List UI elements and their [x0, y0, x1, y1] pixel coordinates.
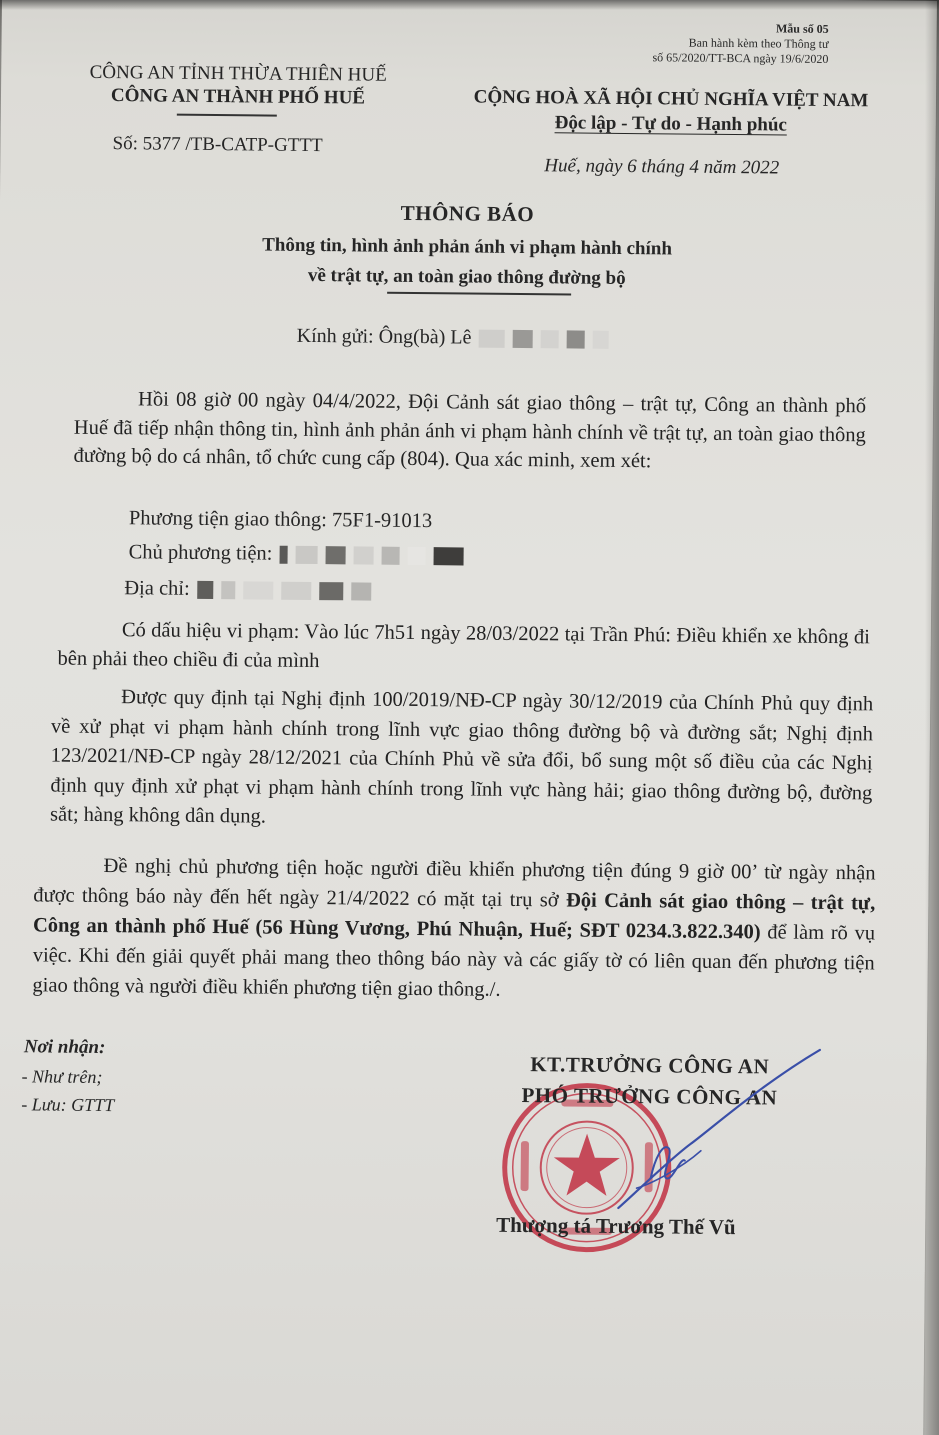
signer-name: Thượng tá Trương Thế Vũ [496, 1212, 736, 1240]
greeting-line [297, 325, 617, 351]
document-number: Số: 5377 /TB-CATP-GTTT [112, 133, 323, 157]
org-line2: CÔNG AN THÀNH PHỐ HUẾ [110, 85, 366, 109]
address-label: Địa chỉ: [124, 577, 190, 600]
recipient-item: - Lưu: GTTT [21, 1094, 115, 1116]
redacted-address [197, 581, 379, 601]
nation-title: CỘNG HOÀ XÃ HỘI CHỦ NGHĨA VIỆT NAM [473, 86, 869, 112]
photo-top-shadow [0, 0, 939, 10]
request-text-part1: Đề nghị chủ phương tiện hoặc người điều khiển phương tiện đúng 9 giờ 00’ từ ngày nhận được thông báo này đến hết ngày 21/4/2022 có mặt tại trụ sở [33, 855, 876, 912]
document-subtitle [0, 228, 935, 297]
recipient-item: - Như trên; [21, 1066, 103, 1088]
org-underline-divider [177, 114, 277, 116]
request-location-bold: Đội Cảnh sát giao thông – trật tự, Công an thành phố Huế (56 Hùng Vương, Phú Nhuận, Huế; SĐT 0234.3.822.340) [32, 889, 876, 944]
address-field [124, 577, 379, 602]
request-text-part2: để làm rõ vụ việc. Khi đến giải quyết phải mang theo thông báo này và các giấy tờ có liên quan đến phương tiện giao thông và người điều khiển phương tiện giao thông./. [32, 921, 876, 1001]
paragraph-legal-basis: Được quy định tại Nghị định 100/2019/NĐ-CP ngày 30/12/2019 của Chính Phủ quy định về xử phạt vi phạm hành chính trong lĩnh vực giao thông đường bộ và đường sắt; Nghị định 123/2021/NĐ-CP ngày 28/12/2021 của Chính Phủ về sửa đổi, bổ sung một số điều của các Nghị định quy định xử phạt vi phạm hành chính trong lĩnh vực hàng hải; giao thông đường bộ, đường sắt; hàng không dân dụng. [50, 686, 874, 828]
vehicle-field: Phương tiện giao thông: 75F1-91013 [128, 507, 433, 533]
photo-edge-shadow [925, 0, 939, 1435]
document-date: Huế, ngày 6 tháng 4 năm 2022 [544, 155, 780, 179]
nation-motto: Độc lập - Tự do - Hạnh phúc [554, 112, 787, 136]
subtitle-line2: về trật tự, an toàn giao thông đường bộ [307, 264, 626, 289]
form-number: Mẫu số 05 [775, 21, 829, 36]
signature-title-line1: KT.TRƯỞNG CÔNG AN [530, 1052, 770, 1079]
issuing-organization [63, 61, 413, 110]
recipients-title: Nơi nhận: [23, 1036, 106, 1059]
redacted-owner [279, 546, 471, 566]
subtitle-line1: Thông tin, hình ảnh phản ánh vi phạm hành chính [262, 234, 673, 260]
form-issued-line2: số 65/2020/TT-BCA ngày 19/6/2020 [652, 50, 829, 66]
handwritten-signature [610, 1038, 832, 1220]
form-issued-line1: Ban hành kèm theo Thông tư [688, 35, 829, 51]
form-number-block [652, 20, 828, 67]
redacted-name [478, 330, 616, 349]
national-heading [446, 84, 896, 138]
document-title: THÔNG BÁO [400, 200, 535, 227]
greeting-text: Kính gửi: Ông(bà) Lê [296, 324, 472, 349]
signature-title-line2: PHÓ TRƯỞNG CÔNG AN [521, 1083, 778, 1110]
org-line1: CÔNG AN TỈNH THỪA THIÊN HUẾ [89, 61, 387, 86]
paragraph-violation: Có dấu hiệu vi phạm: Vào lúc 7h51 ngày 28/03/2022 tại Trần Phú: Điều khiển xe không đi bên phải theo chiều đi của mình [57, 619, 870, 672]
paragraph-request [32, 850, 875, 1008]
paragraph-intro: Hồi 08 giờ 00 ngày 04/4/2022, Đội Cảnh sát giao thông – trật tự, Công an thành phố Huế đã tiếp nhận thông tin, hình ảnh phản ánh vi phạm hành chính về trật tự, an toàn giao thông đường bộ do cá nhân, tổ chức cung cấp (804). Qua xác minh, xem xét: [73, 388, 867, 473]
owner-field [129, 541, 472, 567]
owner-label: Chủ phương tiện: [128, 541, 273, 565]
